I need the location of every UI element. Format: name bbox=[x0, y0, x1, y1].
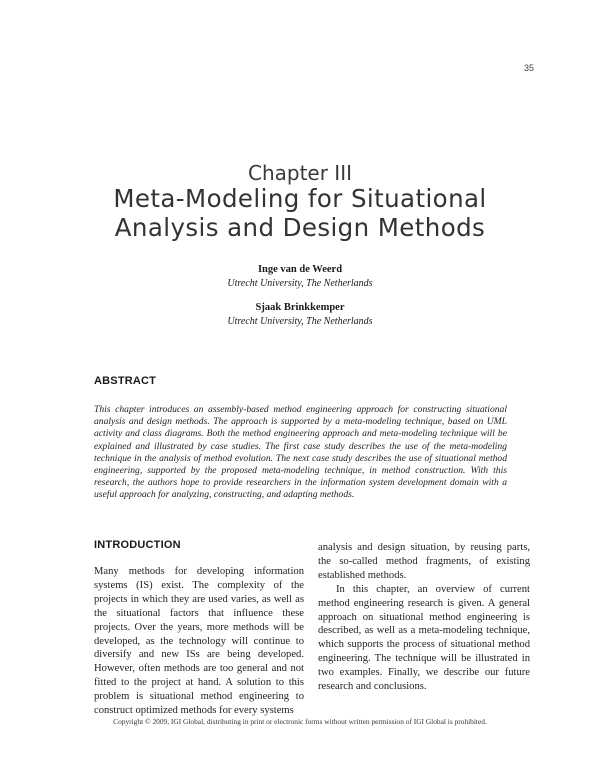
introduction-right-column bbox=[318, 541, 530, 694]
abstract-text: This chapter introduces an assembly-based method engineering approach for constructing situational analysis and design methods. The approach is supported by a meta-modeling technique, based on UML activity and class diagrams. Both the method engineering approach and meta-modeling technique will be explained and illustrated by case studies. The first case study describes the use of the meta-modeling technique in the analysis of method evolution. The next case study describes the use of situational method engineering, supported by the proposed meta-modeling technique, in method construction. With this research, the authors hope to provide researchers in the information system development domain with a useful approach for analyzing, constructing, and adapting methods. bbox=[94, 404, 507, 501]
author-block bbox=[0, 263, 600, 290]
introduction-paragraph: Many methods for developing information systems (IS) exist. The complexity of the projects in which they are used varies, as well as the situational factors that influence these projects. Over the years, more methods will be developed, as the technology will continue to diversify and new ISs are being developed. However, often methods are too general and not fitted to the project at hand. A solution to this problem is situational method engineering to construct optimized methods for every systems bbox=[94, 566, 304, 717]
introduction-paragraph: analysis and design situation, by reusing parts, the so-called method fragments, of existing established methods. bbox=[318, 542, 530, 581]
author-affiliation: Utrecht University, The Netherlands bbox=[227, 316, 373, 327]
author-block bbox=[0, 301, 600, 328]
chapter-title-line-1: Meta-Modeling for Situational bbox=[113, 184, 487, 213]
author-name: Inge van de Weerd bbox=[257, 264, 343, 275]
abstract-heading: ABSTRACT bbox=[94, 375, 157, 387]
author-name: Sjaak Brinkkemper bbox=[255, 302, 345, 313]
introduction-left-column bbox=[94, 565, 304, 718]
chapter-title bbox=[40, 184, 560, 242]
chapter-label: Chapter III bbox=[247, 161, 352, 185]
introduction-heading: INTRODUCTION bbox=[94, 539, 181, 551]
chapter-title-line-2: Analysis and Design Methods bbox=[114, 213, 486, 242]
copyright-notice: Copyright © 2009, IGI Global, distributing in print or electronic forms without written permission of IGI Global is prohibited. bbox=[113, 717, 487, 726]
introduction-paragraph: In this chapter, an overview of current method engineering research is given. A general approach on situational method engineering is described, as well as a meta-modeling technique, which supports the process of situational method engineering. The technique will be illustrated in two examples. Finally, we describe our future research and conclusions. bbox=[318, 583, 530, 693]
author-affiliation: Utrecht University, The Netherlands bbox=[227, 278, 373, 289]
page-number: 35 bbox=[523, 63, 534, 73]
